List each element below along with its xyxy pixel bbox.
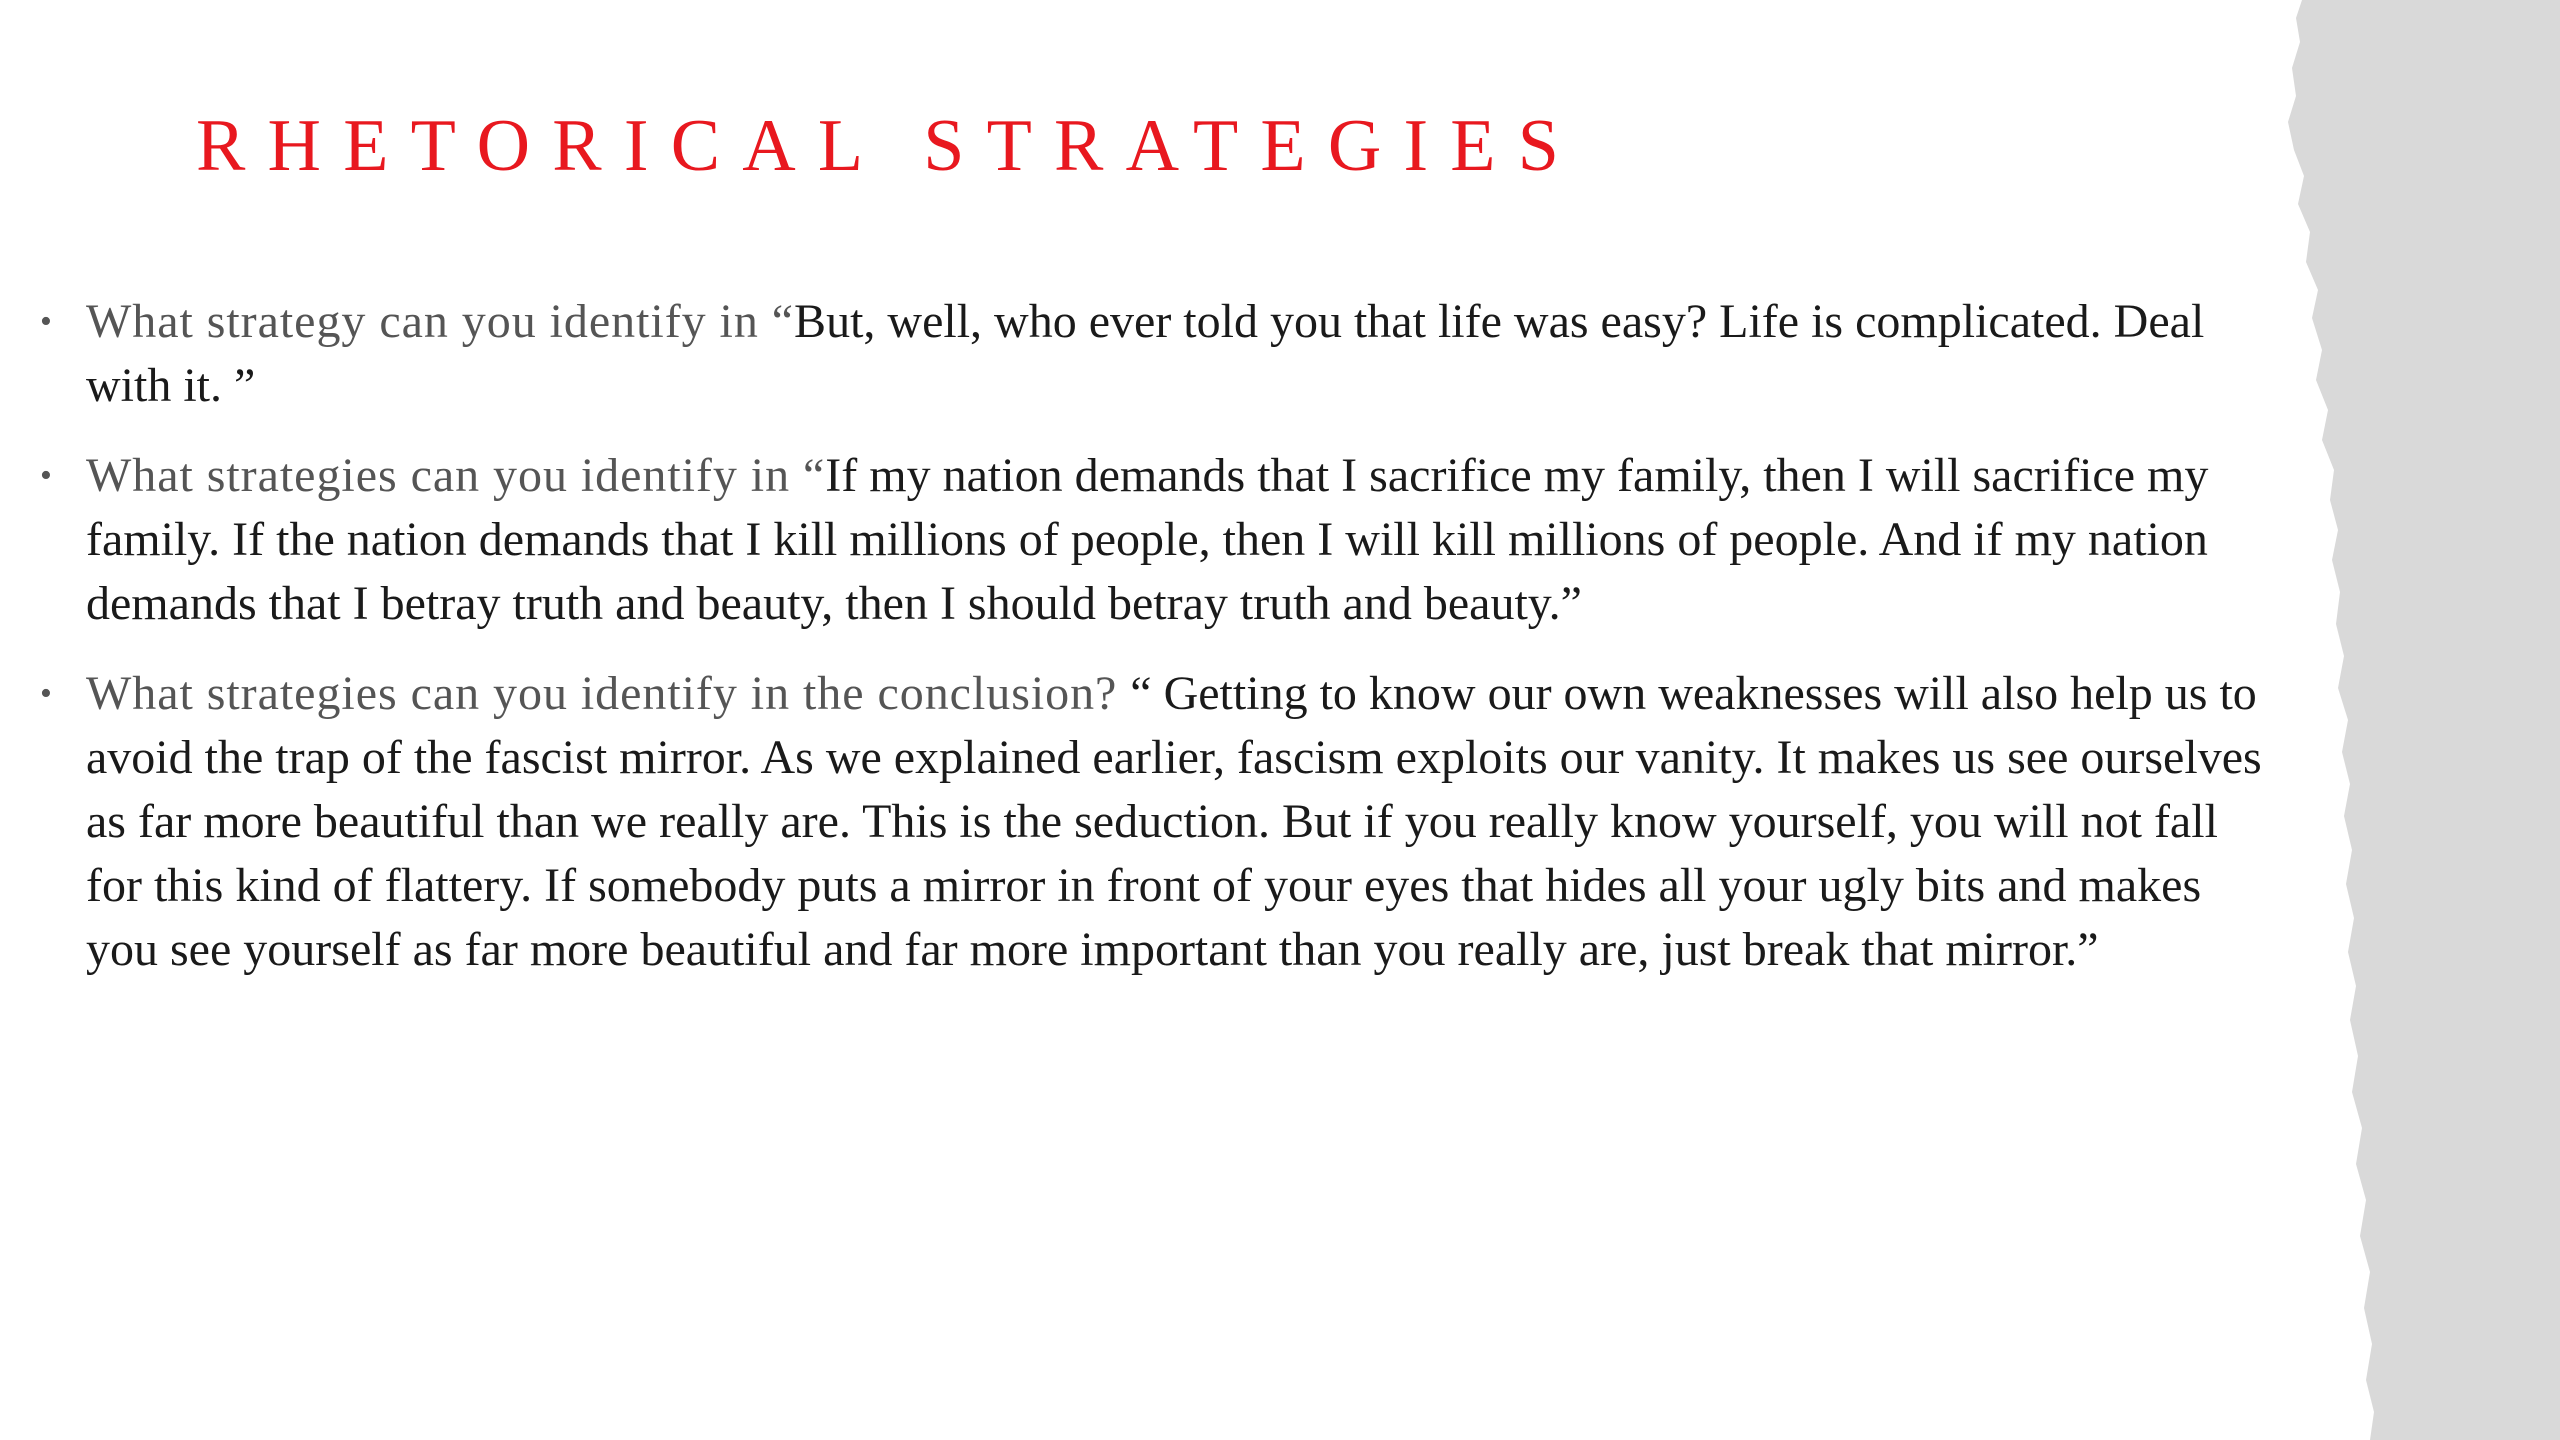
bullet-icon: •	[40, 303, 52, 340]
quoted-passage: If my nation demands that I sacrifice my family, then I will sacrifice my family. If the nation demands that I kill millions of people, then I will kill millions of people. And if my nation demands that I betray truth and beauty, then I should betray truth and beauty.”	[86, 449, 2209, 630]
question-prompt: What strategies can you identify in “	[86, 449, 826, 502]
list-item	[36, 444, 2276, 636]
list-item	[36, 662, 2276, 982]
slide-title: RHETORICAL STRATEGIES	[196, 105, 1582, 187]
question-prompt: What strategies can you identify in the conclusion?	[86, 667, 1131, 720]
quoted-passage: “ Getting to know our own weaknesses will also help us to avoid the trap of the fascist mirror. As we explained earlier, fascism exploits our vanity. It makes us see ourselves as far more beautiful than we really are. This is the seduction. But if you really know yourself, you will not fall for this kind of flattery. If somebody puts a mirror in front of your eyes that hides all your ugly bits and makes you see yourself as far more beautiful and far more important than you really are, just break that mirror.”	[86, 667, 2262, 976]
bullet-icon: •	[40, 457, 52, 494]
list-item	[36, 290, 2276, 418]
quoted-passage: But, well, who ever told you that life was easy? Life is complicated. Deal with it. ”	[86, 295, 2205, 412]
question-prompt: What strategy can you identify in “	[86, 295, 795, 348]
bullet-list	[36, 290, 2276, 1008]
bullet-icon: •	[40, 675, 52, 712]
